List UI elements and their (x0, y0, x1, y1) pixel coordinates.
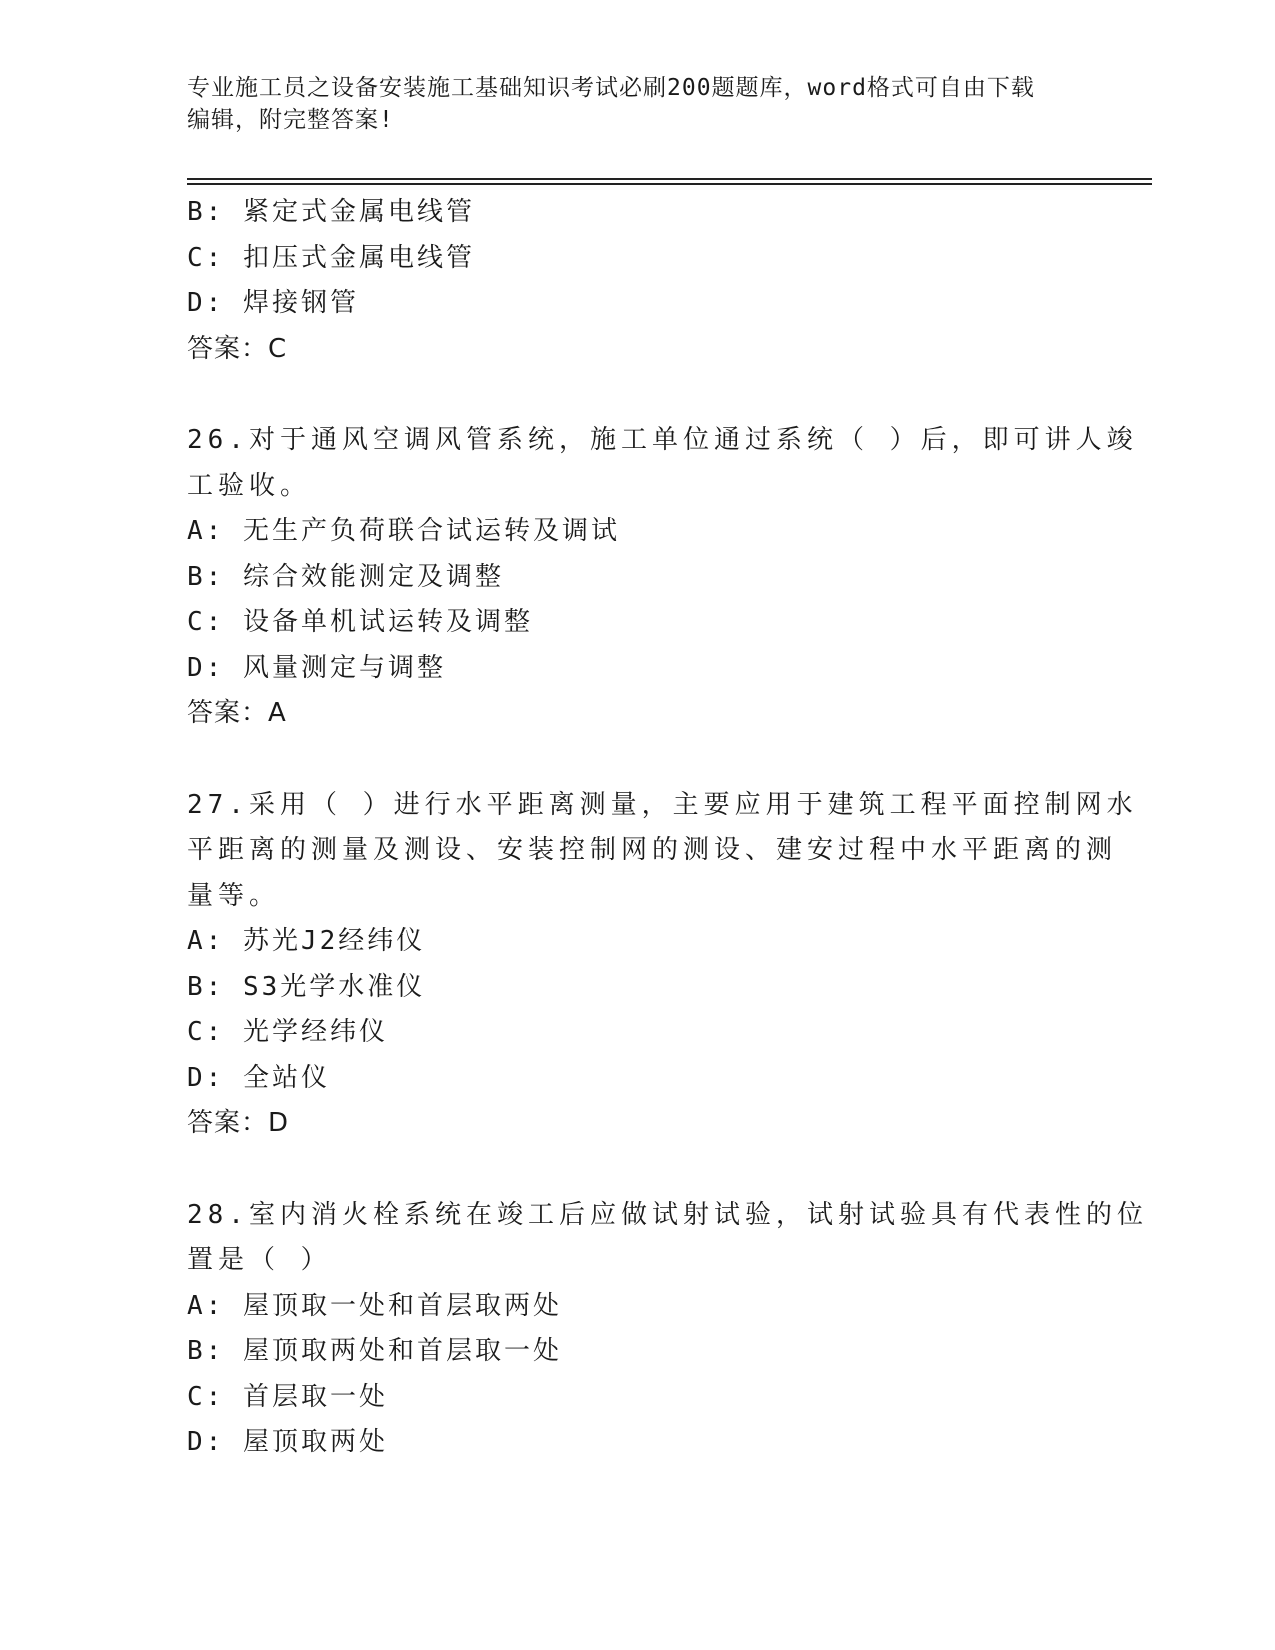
option-b: B: 紧定式金属电线管 (187, 197, 475, 227)
option-c: C: 设备单机试运转及调整 (187, 607, 533, 637)
question-25 (187, 190, 1087, 372)
option-a: A: 苏光J2经纬仪 (187, 926, 426, 956)
header-title-line-1: 专业施工员之设备安装施工基础知识考试必刷200题题库，word格式可自由下载 (187, 75, 1035, 101)
answer: 答案：A (187, 698, 287, 728)
question-stem (187, 1193, 1148, 1284)
option-a: A: 屋顶取一处和首层取两处 (187, 1290, 562, 1321)
option-c: C: 首层取一处 (187, 1381, 388, 1412)
question-stem (187, 783, 1138, 920)
stem-line: 工验收。 (187, 470, 312, 501)
stem-line: 26.对于通风空调风管系统，施工单位通过系统（ ）后，即可讲人竣 (187, 425, 1138, 455)
answer: 答案：C (187, 333, 288, 364)
question-27 (187, 783, 1138, 1147)
stem-line: 27.采用（ ）进行水平距离测量，主要应用于建筑工程平面控制网水 (187, 789, 1138, 820)
stem-line: 28.室内消火栓系统在竣工后应做试射试验，试射试验具有代表性的位 (187, 1199, 1148, 1230)
question-26 (187, 418, 1138, 737)
question-stem (187, 418, 1138, 509)
option-d: D: 风量测定与调整 (187, 652, 446, 683)
header-title-line-2: 编辑，附完整答案! (187, 107, 394, 133)
header-divider-top (187, 178, 1152, 180)
stem-line: 量等。 (187, 880, 281, 911)
option-b: B: S3光学水准仪 (187, 971, 426, 1002)
stem-line: 平距离的测量及测设、安装控制网的测设、建安过程中水平距离的测 (187, 835, 1118, 865)
option-c: C: 光学经纬仪 (187, 1017, 388, 1047)
option-d: D: 屋顶取两处 (187, 1427, 388, 1457)
option-a: A: 无生产负荷联合试运转及调试 (187, 516, 620, 546)
answer: 答案：D (187, 1108, 290, 1138)
option-d: D: 全站仪 (187, 1062, 330, 1093)
question-28 (187, 1193, 1148, 1466)
option-b: B: 综合效能测定及调整 (187, 561, 504, 592)
header-divider-bottom (187, 183, 1152, 185)
option-c: C: 扣压式金属电线管 (187, 242, 475, 273)
document-header (187, 72, 1067, 136)
option-d: D: 焊接钢管 (187, 288, 359, 318)
stem-line: 置是（ ） (187, 1245, 332, 1275)
question-list (187, 190, 1148, 1466)
option-b: B: 屋顶取两处和首层取一处 (187, 1336, 562, 1366)
